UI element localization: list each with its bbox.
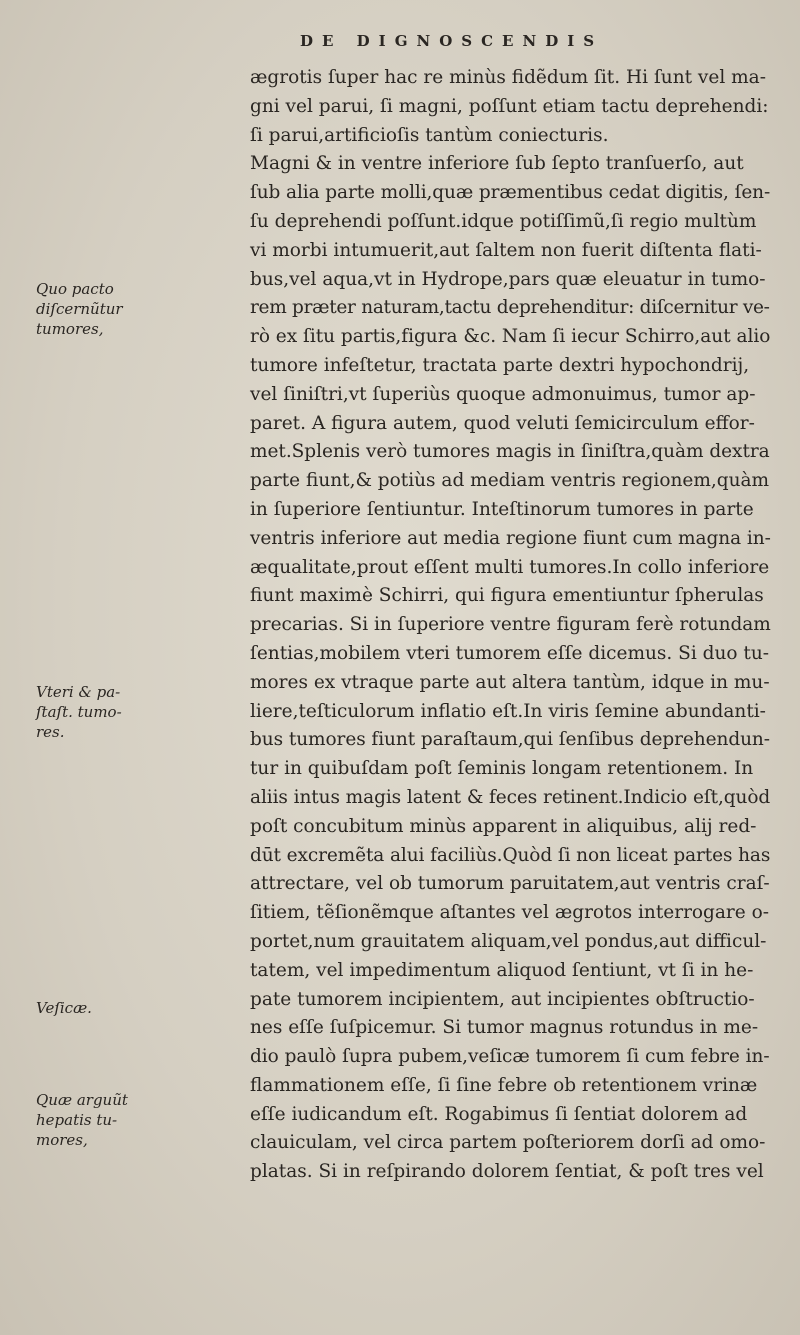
running-header: DE DIGNOSCENDIS [300,32,604,50]
body-text [250,64,770,1187]
text-line: clauiculam, vel circa partem poſteriorem dorſi ad omo- [250,1132,766,1154]
text-line: attrectare, vel ob tumorum paruitatem,aut ventris craſ- [250,873,770,895]
margin-note-line: ſtaſt. tumo- [36,703,122,721]
text-line: ſitiem, tẽſionẽmque aſtantes vel ægrotos interrogare o- [250,902,769,924]
text-line: pate tumorem incipientem, aut incipientes obſtructio- [250,988,755,1010]
text-line: tumore infeſtetur, tractata parte dextri hypochondrij, [250,354,750,376]
margin-note-line: Vteri & pa- [36,683,121,701]
text-line: eſſe iudicandum eſt. Rogabimus ſi ſentiat dolorem ad [250,1103,748,1125]
margin-note-line: res. [36,723,65,741]
text-line: in ſuperiore ſentiuntur. Inteſtinorum tumores in parte [250,498,754,520]
text-line: dūt excremẽta alui faciliùs.Quòd ſi non liceat partes has [250,844,771,866]
text-line: platas. Si in reſpirando dolorem ſentiat, & poſt tres vel [250,1161,764,1183]
text-line: met.Splenis verò tumores magis in ſiniſtra,quàm dextra [250,441,770,463]
text-line: flammationem eſſe, ſi ſine febre ob retentionem vrinæ [250,1074,758,1096]
text-line: ventris inferiore aut media regione fiunt cum magna in- [250,527,771,549]
margin-note-line: Quo pacto [36,280,114,298]
text-line: fiunt maximè Schirri, qui figura ementiuntur ſpherulas [250,585,764,607]
margin-note-line: hepatis tu- [36,1111,118,1129]
margin-note-line: diſcernũtur [36,300,123,318]
text-line: bus,vel aqua,vt in Hydrope,pars quæ eleuatur in tumo- [250,268,766,290]
text-line: liere,teſticulorum inflatio eſt.In viris ſemine abundanti- [250,700,766,722]
text-line: ſentias,mobilem vteri tumorem eſſe dicemus. Si duo tu- [250,642,770,664]
text-line: ſi parui,artificioſis tantùm coniecturis. [250,124,609,146]
text-line: Magni & in ventre inferiore ſub ſepto tranſuerſo, aut [250,153,744,175]
margin-note-line: mores, [36,1131,88,1149]
text-line: rem præter naturam,tactu deprehenditur: diſcernitur ve- [250,297,770,319]
margin-note-quo-pacto [36,279,148,339]
text-line: portet,num grauitatem aliquam,vel pondus,aut difficul- [250,930,767,952]
text-line: tatem, vel impedimentum aliquod ſentiunt, vt ſi in he- [250,959,754,981]
text-line: ægrotis ſuper hac re minùs fidẽdum ſit. Hi ſunt vel ma- [250,67,766,88]
text-line: vi morbi intumuerit,aut ſaltem non fuerit diſtenta flati- [250,239,762,261]
text-line: rò ex ſitu partis,figura &c. Nam ſi iecur Schirro,aut alio [250,326,771,348]
text-line: paret. A figura autem, quod veluti ſemicirculum effor- [250,412,755,434]
text-line: poſt concubitum minùs apparent in aliquibus, alij red- [250,815,757,837]
margin-note-vesicae [36,998,148,1018]
text-line: mores ex vtraque parte aut altera tantùm, idque in mu- [250,671,770,693]
text-line: vel ſiniſtri,vt ſuperiùs quoque admonuimus, tumor ap- [250,383,756,405]
text-line: aliis intus magis latent & feces retinent.Indicio eſt,quòd [250,786,771,808]
text-line: tur in quibuſdam poſt ſeminis longam retentionem. In [250,758,754,780]
text-line: ſu deprehendi poſſunt.idque potiſſimũ,ſi regio multùm [250,210,757,232]
text-line: ſub alia parte molli,quæ præmentibus cedat digitis, ſen- [250,182,771,204]
text-line: gni vel parui, ſi magni, poſſunt etiam tactu deprehendi: [250,95,769,117]
text-line: parte fiunt,& potiùs ad mediam ventris regionem,quàm [250,470,770,492]
margin-note-line: Quæ arguũt [36,1091,128,1109]
margin-note-vteri [36,682,148,742]
text-line: bus tumores fiunt paraſtaum,qui ſenſibus deprehendun- [250,729,770,751]
text-line: æqualitate,prout eſſent multi tumores.In collo inferiore [250,556,770,578]
margin-note-line: tumores, [36,320,104,338]
margin-note-line: Veſicæ. [36,999,92,1017]
margin-note-quae-arguunt [36,1090,148,1150]
text-line: nes eſſe ſuſpicemur. Si tumor magnus rotundus in me- [250,1017,759,1039]
text-line: precarias. Si in ſuperiore ventre figuram ferè rotundam [250,614,771,636]
text-line: dio paulò ſupra pubem,veſicæ tumorem ſi cum febre in- [250,1046,770,1068]
